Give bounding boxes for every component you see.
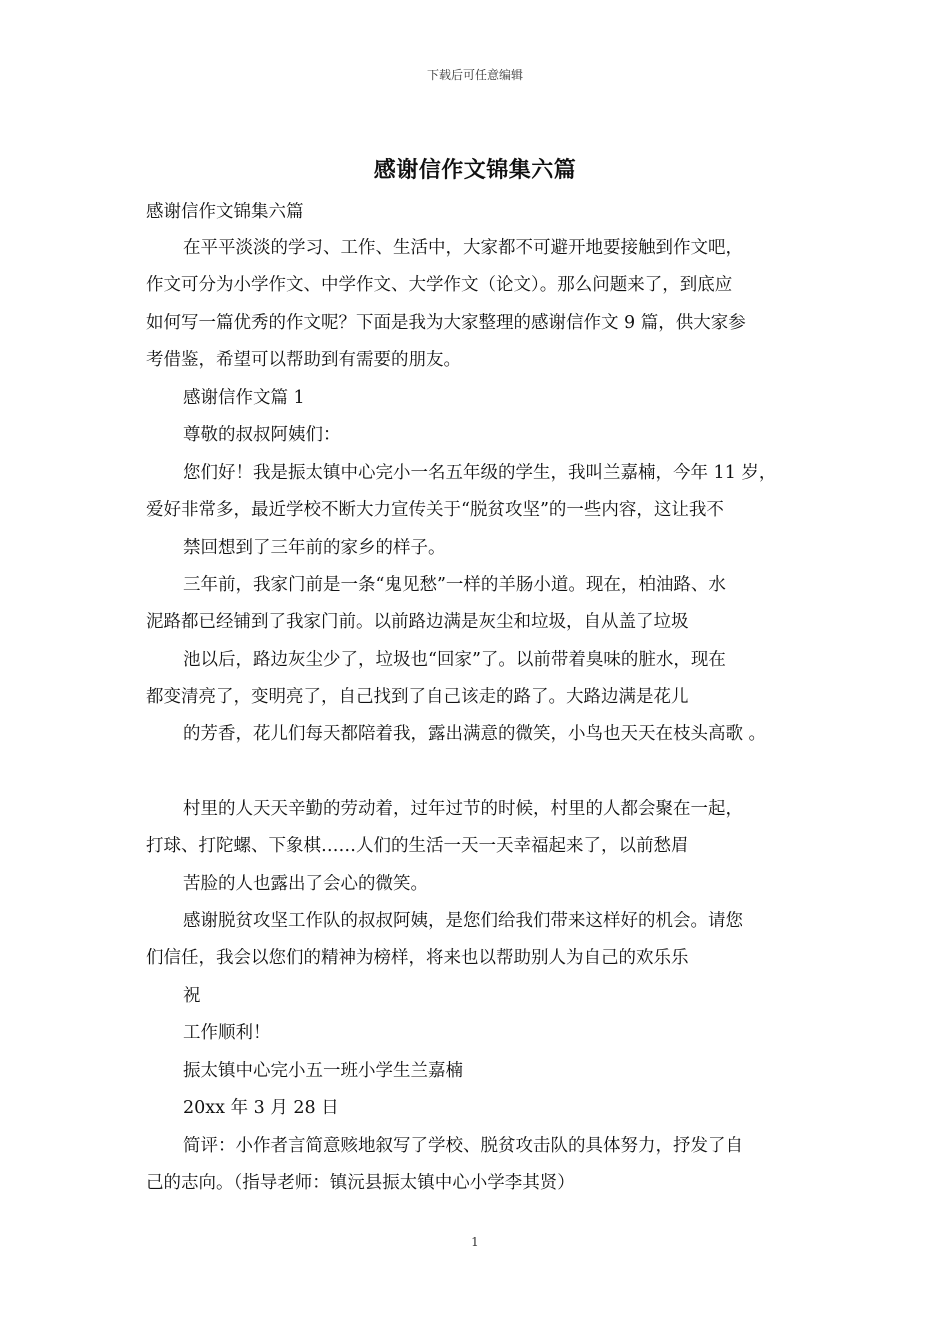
body-line: 村里的人天天辛勤的劳动着，过年过节的时候，村里的人都会聚在一起， <box>183 799 743 819</box>
intro-line: 在平平淡淡的学习、工作、生活中，大家都不可避开地要接触到作文吧， <box>183 238 743 258</box>
intro-line: 考借鉴，希望可以帮助到有需要的朋友。 <box>146 350 461 370</box>
header-note: 下载后可任意编辑 <box>426 68 523 82</box>
date-line: 20xx 年 3 月 28 日 <box>183 1098 339 1118</box>
body-line: 都变清亮了，变明亮了，自己找到了自己该走的路了。大路边满是花儿 <box>146 687 689 707</box>
body-line: 的芳香，花儿们每天都陪着我，露出满意的微笑，小鸟也天天在枝头高歌 。 <box>183 724 767 744</box>
body-line: 爱好非常多，最近学校不断大力宣传关于“脱贫攻坚”的一些内容，这让我不 <box>146 500 724 520</box>
body-line: 打球、打陀螺、下象棋……人们的生活一天一天幸福起来了，以前愁眉 <box>146 836 689 856</box>
page-number: 1 <box>471 1235 479 1249</box>
body-line: 池以后，路边灰尘少了，垃圾也“回家”了。以前带着臭味的脏水，现在 <box>183 650 726 670</box>
body-line: 您们好！我是振太镇中心完小一名五年级的学生，我叫兰嘉楠，今年 11 岁， <box>183 463 777 483</box>
body-line: 禁回想到了三年前的家乡的样子。 <box>183 538 446 558</box>
intro-line: 作文可分为小学作文、中学作文、大学作文（论文）。那么问题来了，到底应 <box>146 275 733 295</box>
subtitle-line: 感谢信作文锦集六篇 <box>146 202 304 222</box>
comment-line: 简评：小作者言简意赅地叙写了学校、脱贫攻击队的具体努力，抒发了自 <box>183 1136 743 1156</box>
closing-line: 工作顺利！ <box>183 1023 271 1043</box>
body-line: 三年前，我家门前是一条“鬼见愁”一样的羊肠小道。现在，柏油路、水 <box>183 575 726 595</box>
body-line: 泥路都已经铺到了我家门前。以前路边满是灰尘和垃圾，自从盖了垃圾 <box>146 612 689 632</box>
closing-line: 祝 <box>183 986 201 1006</box>
body-line: 苦脸的人也露出了会心的微笑。 <box>183 874 428 894</box>
intro-line: 如何写一篇优秀的作文呢？下面是我为大家整理的感谢信作文 9 篇，供大家参 <box>146 313 746 333</box>
signature-line: 振太镇中心完小五一班小学生兰嘉楠 <box>183 1061 463 1081</box>
salutation-line: 尊敬的叔叔阿姨们： <box>183 425 341 445</box>
document-title: 感谢信作文锦集六篇 <box>373 157 577 183</box>
body-line: 感谢脱贫攻坚工作队的叔叔阿姨，是您们给我们带来这样好的机会。请您 <box>183 911 743 931</box>
comment-line: 己的志向。（指导老师：镇沅县振太镇中心小学李其贤） <box>146 1173 575 1193</box>
body-line: 们信任，我会以您们的精神为榜样，将来也以帮助别人为自己的欢乐乐 <box>146 948 689 968</box>
section-heading: 感谢信作文篇 1 <box>183 388 305 408</box>
